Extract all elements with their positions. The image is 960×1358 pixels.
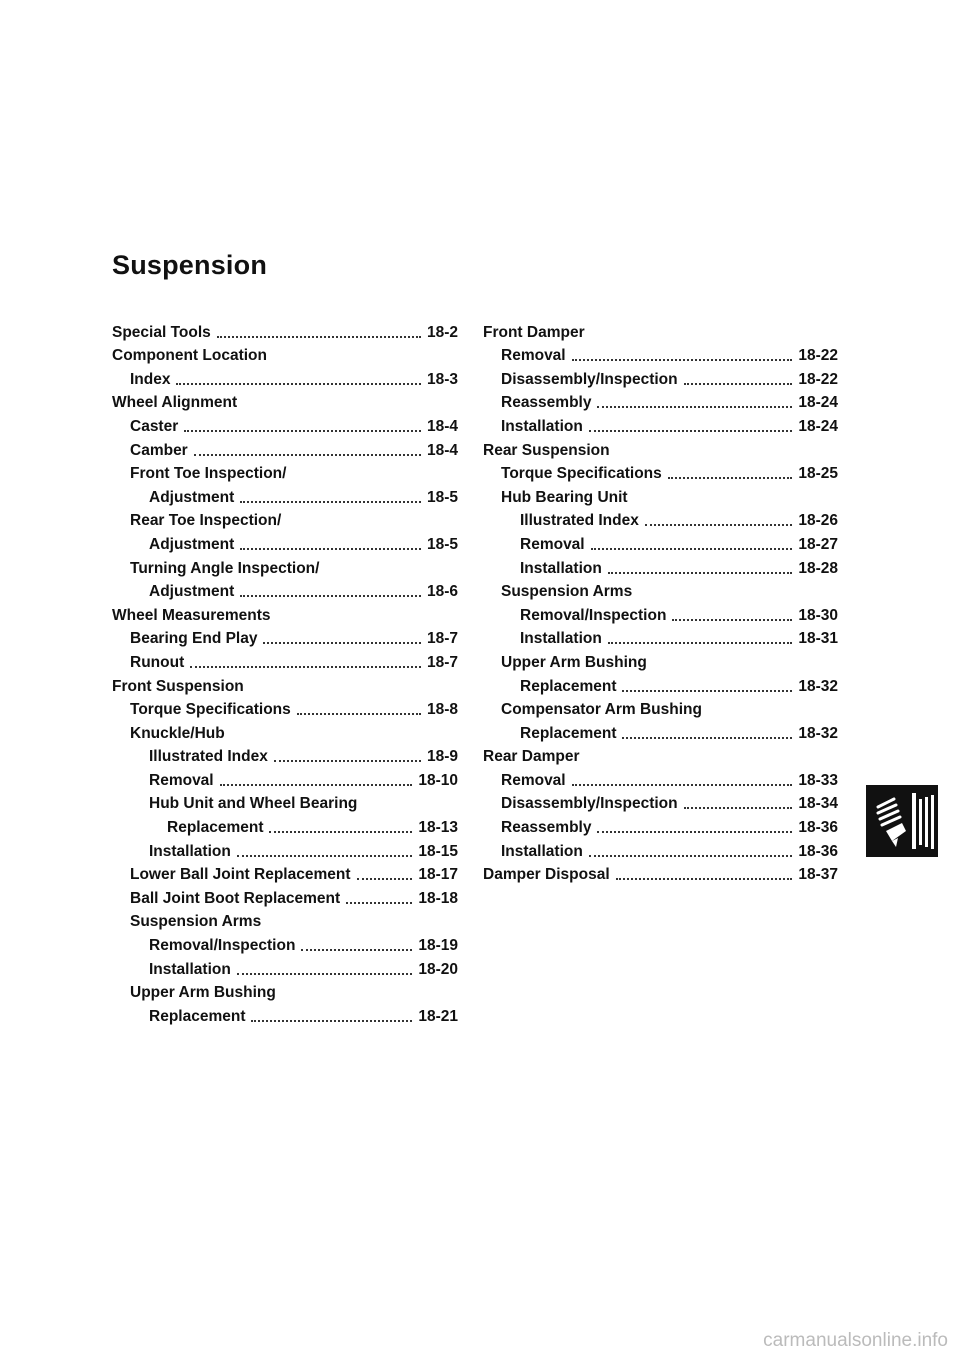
toc-entry[interactable] bbox=[112, 648, 458, 672]
dot-leader bbox=[240, 595, 421, 597]
toc-entry-label: Removal/Inspection bbox=[149, 937, 296, 955]
toc-entry-page: 18-25 bbox=[798, 465, 838, 483]
toc-entry[interactable] bbox=[112, 837, 458, 861]
toc-entry-label: Torque Specifications bbox=[130, 701, 291, 719]
toc-entry-label: Wheel Measurements bbox=[112, 606, 271, 624]
toc-entry-page: 18-24 bbox=[798, 394, 838, 412]
toc-entry[interactable] bbox=[483, 601, 838, 625]
dot-leader bbox=[251, 1020, 412, 1022]
toc-entry-page: 18-2 bbox=[426, 323, 458, 341]
toc-entry[interactable] bbox=[483, 837, 838, 861]
toc-entry-page: 18-17 bbox=[418, 866, 458, 884]
page-title: Suspension bbox=[112, 250, 268, 280]
dot-leader bbox=[240, 548, 421, 550]
toc-entry-label: Illustrated Index bbox=[520, 512, 639, 530]
dot-leader bbox=[274, 760, 421, 762]
toc-entry-label: Upper Arm Bushing bbox=[501, 653, 647, 671]
toc-entry-label: Adjustment bbox=[149, 535, 235, 553]
toc-entry-label: Installation bbox=[501, 842, 583, 860]
toc-entry[interactable] bbox=[483, 365, 838, 389]
toc-entry[interactable] bbox=[112, 1002, 458, 1026]
toc-entry-page: 18-30 bbox=[798, 606, 838, 624]
toc-entry-page: 18-19 bbox=[418, 937, 458, 955]
toc-entry-label: Lower Ball Joint Replacement bbox=[130, 866, 351, 884]
toc-entry bbox=[112, 790, 458, 814]
toc-entry bbox=[483, 578, 838, 602]
toc-entry bbox=[112, 601, 458, 625]
dot-leader bbox=[176, 383, 420, 385]
dot-leader bbox=[263, 642, 420, 644]
toc-entry-label: Hub Unit and Wheel Bearing bbox=[149, 795, 358, 813]
toc-entry-label: Knuckle/Hub bbox=[130, 724, 225, 742]
dot-leader bbox=[184, 430, 421, 432]
toc-entry[interactable] bbox=[112, 412, 458, 436]
toc-entry[interactable] bbox=[112, 696, 458, 720]
toc-entry[interactable] bbox=[112, 743, 458, 767]
toc-entry bbox=[112, 979, 458, 1003]
toc-entry-label: Rear Damper bbox=[483, 748, 580, 766]
dot-leader bbox=[190, 666, 421, 668]
toc-entry[interactable] bbox=[112, 861, 458, 885]
toc-entry-label: Disassembly/Inspection bbox=[501, 795, 678, 813]
toc-entry[interactable] bbox=[483, 813, 838, 837]
dot-leader bbox=[684, 807, 793, 809]
dot-leader bbox=[269, 831, 412, 833]
toc-entry-label: Installation bbox=[501, 417, 583, 435]
toc-entry-page: 18-22 bbox=[798, 347, 838, 365]
toc-entry-page: 18-18 bbox=[418, 889, 458, 907]
toc-left-column bbox=[112, 318, 458, 1026]
toc-entry[interactable] bbox=[112, 813, 458, 837]
toc-entry[interactable] bbox=[112, 483, 458, 507]
toc-entry bbox=[483, 318, 838, 342]
dot-leader bbox=[297, 713, 421, 715]
toc-entry-page: 18-5 bbox=[426, 488, 458, 506]
toc-entry-label: Bearing End Play bbox=[130, 630, 258, 648]
toc-entry-label: Rear Toe Inspection/ bbox=[130, 512, 282, 530]
toc-entry[interactable] bbox=[483, 389, 838, 413]
toc-entry-label: Front Toe Inspection/ bbox=[130, 465, 287, 483]
toc-entry-label: Rear Suspension bbox=[483, 441, 610, 459]
footer-watermark: carmanualsonline.info bbox=[763, 1330, 948, 1351]
toc-entry-label: Adjustment bbox=[149, 488, 235, 506]
dot-leader bbox=[572, 359, 793, 361]
toc-entry-page: 18-15 bbox=[418, 842, 458, 860]
toc-entry-label: Torque Specifications bbox=[501, 465, 662, 483]
dot-leader bbox=[220, 784, 413, 786]
toc-entry-label: Runout bbox=[130, 653, 185, 671]
toc-entry-label: Installation bbox=[520, 630, 602, 648]
toc-entry-page: 18-27 bbox=[798, 535, 838, 553]
toc-entry[interactable] bbox=[112, 365, 458, 389]
suspension-spring-icon bbox=[866, 785, 938, 857]
toc-entry[interactable] bbox=[112, 884, 458, 908]
toc-entry bbox=[483, 648, 838, 672]
toc-entry-label: Installation bbox=[149, 960, 231, 978]
toc-entry-label: Damper Disposal bbox=[483, 866, 610, 884]
dot-leader bbox=[237, 973, 413, 975]
dot-leader bbox=[194, 454, 421, 456]
dot-leader bbox=[217, 336, 421, 338]
toc-entry-label: Wheel Alignment bbox=[112, 394, 238, 412]
toc-entry bbox=[112, 719, 458, 743]
toc-entry-label: Suspension Arms bbox=[501, 583, 633, 601]
toc-entry bbox=[483, 696, 838, 720]
dot-leader bbox=[589, 430, 793, 432]
toc-entry bbox=[112, 389, 458, 413]
toc-entry-label: Caster bbox=[130, 417, 179, 435]
toc-entry-page: 18-20 bbox=[418, 960, 458, 978]
toc-right-column bbox=[483, 318, 838, 884]
toc-entry-label: Replacement bbox=[520, 724, 617, 742]
toc-entry[interactable] bbox=[112, 625, 458, 649]
toc-entry bbox=[112, 507, 458, 531]
toc-entry[interactable] bbox=[483, 460, 838, 484]
toc-entry[interactable] bbox=[483, 342, 838, 366]
toc-entry-page: 18-6 bbox=[426, 583, 458, 601]
toc-entry-page: 18-10 bbox=[418, 771, 458, 789]
dot-leader bbox=[622, 690, 792, 692]
toc-entry-page: 18-32 bbox=[798, 677, 838, 695]
dot-leader bbox=[622, 737, 792, 739]
toc-entry[interactable] bbox=[112, 931, 458, 955]
toc-entry-page: 18-7 bbox=[426, 630, 458, 648]
toc-entry-label: Index bbox=[130, 370, 171, 388]
toc-entry-label: Component Location bbox=[112, 347, 267, 365]
toc-entry-page: 18-21 bbox=[418, 1007, 458, 1025]
toc-entry-page: 18-9 bbox=[426, 748, 458, 766]
toc-entry[interactable] bbox=[112, 766, 458, 790]
toc-entry[interactable] bbox=[483, 766, 838, 790]
toc-entry-label: Removal bbox=[501, 771, 566, 789]
toc-entry-label: Replacement bbox=[520, 677, 617, 695]
dot-leader bbox=[597, 831, 792, 833]
toc-entry bbox=[483, 743, 838, 767]
toc-entry-label: Replacement bbox=[167, 819, 264, 837]
toc-entry[interactable] bbox=[112, 955, 458, 979]
toc-entry-page: 18-37 bbox=[798, 866, 838, 884]
dot-leader bbox=[672, 619, 792, 621]
dot-leader bbox=[645, 524, 792, 526]
toc-entry-label: Compensator Arm Bushing bbox=[501, 701, 702, 719]
dot-leader bbox=[608, 572, 793, 574]
toc-entry-page: 18-22 bbox=[798, 370, 838, 388]
toc-entry-label: Camber bbox=[130, 441, 188, 459]
toc-entry[interactable] bbox=[483, 530, 838, 554]
toc-entry-label: Ball Joint Boot Replacement bbox=[130, 889, 341, 907]
toc-entry[interactable] bbox=[483, 672, 838, 696]
toc-entry[interactable] bbox=[112, 318, 458, 342]
toc-entry-page: 18-32 bbox=[798, 724, 838, 742]
toc-entry bbox=[483, 483, 838, 507]
toc-entry bbox=[112, 460, 458, 484]
dot-leader bbox=[668, 477, 793, 479]
dot-leader bbox=[608, 642, 793, 644]
dot-leader bbox=[237, 855, 413, 857]
toc-entry[interactable] bbox=[112, 436, 458, 460]
toc-entry-page: 18-34 bbox=[798, 795, 838, 813]
toc-entry-page: 18-36 bbox=[798, 842, 838, 860]
toc-entry-label: Installation bbox=[149, 842, 231, 860]
toc-entry-label: Removal bbox=[149, 771, 214, 789]
dot-leader bbox=[591, 548, 793, 550]
toc-entry-label: Turning Angle Inspection/ bbox=[130, 559, 320, 577]
toc-entry-label: Front Damper bbox=[483, 323, 585, 341]
toc-entry[interactable] bbox=[483, 507, 838, 531]
toc-entry-label: Hub Bearing Unit bbox=[501, 488, 628, 506]
toc-entry-label: Replacement bbox=[149, 1007, 246, 1025]
toc-entry-label: Suspension Arms bbox=[130, 913, 262, 931]
toc-entry-label: Special Tools bbox=[112, 323, 211, 341]
toc-entry-label: Removal/Inspection bbox=[520, 606, 667, 624]
toc-entry[interactable] bbox=[483, 554, 838, 578]
toc-entry[interactable] bbox=[483, 790, 838, 814]
toc-entry bbox=[112, 554, 458, 578]
dot-leader bbox=[589, 855, 793, 857]
toc-entry-label: Illustrated Index bbox=[149, 748, 268, 766]
toc-entry[interactable] bbox=[483, 412, 838, 436]
toc-entry-page: 18-5 bbox=[426, 535, 458, 553]
toc-entry[interactable] bbox=[112, 578, 458, 602]
toc-entry-label: Reassembly bbox=[501, 819, 592, 837]
toc-entry-label: Disassembly/Inspection bbox=[501, 370, 678, 388]
toc-entry-label: Installation bbox=[520, 559, 602, 577]
dot-leader bbox=[597, 406, 792, 408]
dot-leader bbox=[301, 949, 412, 951]
toc-entry-page: 18-8 bbox=[426, 701, 458, 719]
toc-entry-page: 18-3 bbox=[426, 370, 458, 388]
toc-entry-page: 18-7 bbox=[426, 653, 458, 671]
toc-entry-page: 18-24 bbox=[798, 417, 838, 435]
toc-entry[interactable] bbox=[483, 861, 838, 885]
toc-entry-page: 18-13 bbox=[418, 819, 458, 837]
toc-entry bbox=[483, 436, 838, 460]
toc-entry-label: Front Suspension bbox=[112, 677, 244, 695]
toc-entry bbox=[112, 908, 458, 932]
toc-entry-page: 18-28 bbox=[798, 559, 838, 577]
toc-entry-label: Upper Arm Bushing bbox=[130, 984, 276, 1002]
toc-entry-label: Adjustment bbox=[149, 583, 235, 601]
toc-entry-page: 18-33 bbox=[798, 771, 838, 789]
toc-entry-label: Reassembly bbox=[501, 394, 592, 412]
toc-entry-page: 18-31 bbox=[798, 630, 838, 648]
toc-entry bbox=[112, 672, 458, 696]
toc-entry-page: 18-4 bbox=[426, 441, 458, 459]
toc-entry-page: 18-4 bbox=[426, 417, 458, 435]
toc-entry[interactable] bbox=[112, 530, 458, 554]
dot-leader bbox=[616, 878, 793, 880]
toc-entry bbox=[112, 342, 458, 366]
dot-leader bbox=[357, 878, 413, 880]
toc-entry[interactable] bbox=[483, 719, 838, 743]
dot-leader bbox=[240, 501, 421, 503]
toc-entry-page: 18-26 bbox=[798, 512, 838, 530]
dot-leader bbox=[346, 902, 412, 904]
toc-entry[interactable] bbox=[483, 625, 838, 649]
toc-entry-label: Removal bbox=[501, 347, 566, 365]
toc-entry-page: 18-36 bbox=[798, 819, 838, 837]
dot-leader bbox=[684, 383, 793, 385]
toc-entry-label: Removal bbox=[520, 535, 585, 553]
dot-leader bbox=[572, 784, 793, 786]
